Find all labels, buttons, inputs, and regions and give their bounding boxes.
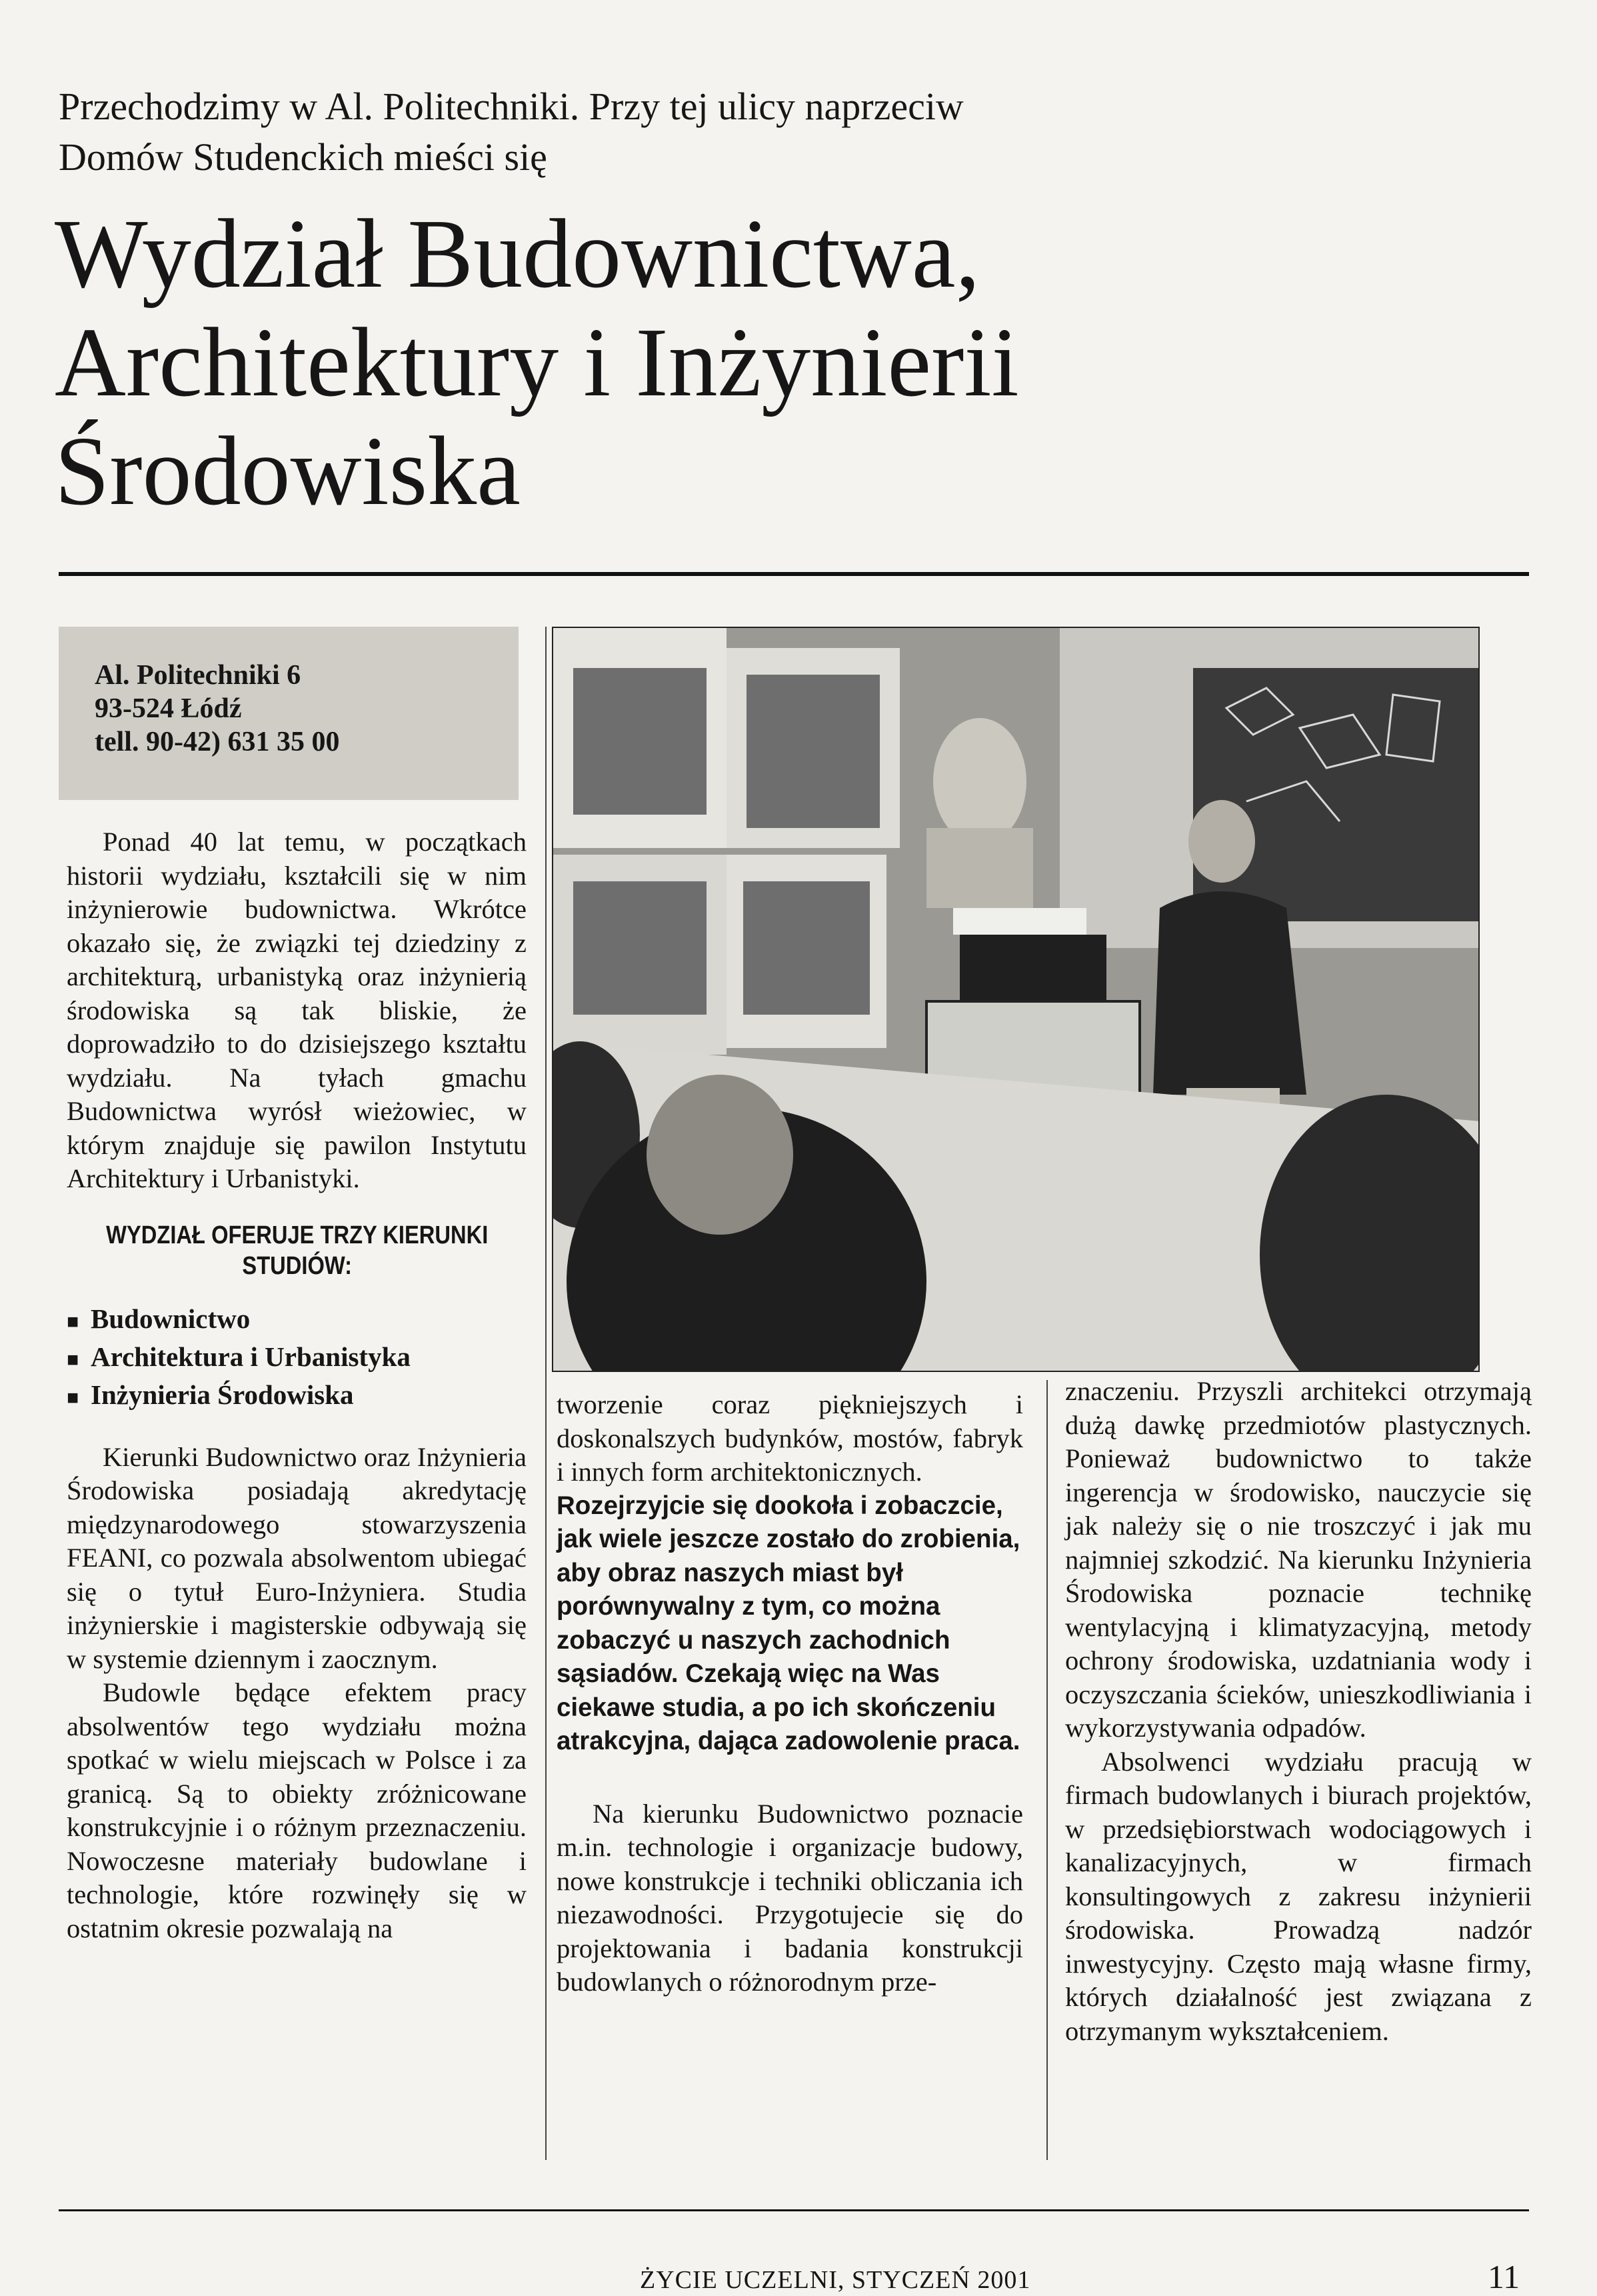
bottom-rule: [59, 2209, 1529, 2211]
address-box: [59, 627, 519, 800]
paragraph-graduates: Absolwenci wydziału pracują w firmach budowlanych i biurach projektów, w przedsiębiorstwach wodociągowych i kanalizacyjnych, w firmach konsultingowych z zakresu inżynierii środowiska. Prowadzą nadzór inwestycyjny. Często mają własne firmy, których działalność jest związana z otrzymanym wykształceniem.: [1065, 1746, 1532, 2046]
paragraph-construction: Na kierunku Budownictwo poznacie m.in. technologie i organizacje budowy, nowe konstrukcje i techniki obliczania ich niezawodności. Przygotujecie się do projektowania i badania konstrukcji budowlanych o różnorodnym prze-: [557, 1798, 1023, 1997]
page-title: [55, 200, 1454, 526]
column-divider-2: [1046, 1380, 1048, 2160]
paragraph-buildings: Budowle będące efektem pracy absolwentów tego wydziału można spotkać w wielu miejscach w Polsce i za granicą. Są to obiekty zróżnicowane konstrukcyjnie i o różnym przeznaczeniu. Nowoczesne materiały budowlane i technologie, które rozwinęły się w ostatnim okresie pozwalają na: [67, 1677, 527, 1943]
paragraph-history: Ponad 40 lat temu, w początkach historii wydziału, kształcili się w nim inżynierowie budownictwa. Wkrótce okazało się, że związki tej dziedziny z architekturą, urbanistyką oraz inżynierią środowiska są tak bliskie, że doprowadziło to do dzisiejszego kształtu wydziału. Na tyłach gmachu Budownictwa wyrósł wieżowiec, w którym znajduje się pawilon Instytutu Architektury i Urbanistyki.: [67, 827, 527, 1193]
direction-item: ■ Architektura i Urbanistyka: [67, 1339, 527, 1377]
title-line-2: Architektury i Inżynierii: [55, 308, 1019, 417]
directions-list: [67, 1301, 527, 1415]
intro-line-1: Przechodzimy w Al. Politechniki. Przy tej ulicy naprzeciw: [59, 85, 964, 128]
column-3: [1065, 1375, 1532, 2048]
paragraph-accreditation: Kierunki Budownictwo oraz Inżynieria Środowiska posiadają akredytację międzynarodowego stowarzyszenia FEANI, co pozwala absolwentom ubiegać się o tytuł Euro-Inżyniera. Studia inżynierskie i magisterskie odbywają się w systemie dziennym i zaocznym.: [67, 1441, 527, 1674]
paragraph-continuation: tworzenie coraz piękniejszych i doskonalszych budynków, mostów, fabryk i innych form architektonicznych.: [557, 1389, 1023, 1487]
intro-text: [59, 81, 1258, 183]
photo-illustration: [553, 628, 1480, 1372]
address-phone: tell. 90-42) 631 35 00: [95, 727, 340, 757]
top-rule: [59, 572, 1529, 576]
title-line-1: Wydział Budownictwa,: [55, 199, 980, 309]
address-city: 93-524 Łódź: [95, 693, 242, 724]
offer-heading: WYDZIAŁ OFERUJE TRZY KIERUNKI STUDIÓW:: [106, 1221, 489, 1280]
column-divider-1: [545, 627, 547, 2160]
direction-item: ■ Inżynieria Środowiska: [67, 1377, 527, 1415]
title-line-3: Środowiska: [55, 417, 521, 526]
paragraph-architecture: znaczeniu. Przyszli architekci otrzymają dużą dawkę przedmiotów plastycznych. Ponieważ budownictwo to także ingerencja w środowisko, nauczycie się jak należy się o nie troszczyć i jak mu najmniej szkodzić. Na kierunku Inżynieria Środowiska poznacie technikę wentylacyjną i klimatyzacyjną, metody ochrony środowiska, uzdatniania wody i oczyszczania ścieków, unieszkodliwiania i wykorzystywania odpadów.: [1065, 1376, 1532, 1743]
footer-text: ŻYCIE UCZELNI, STYCZEŃ 2001: [640, 2266, 1031, 2294]
bold-callout: Rozejrzyjcie się dookoła i zobaczcie, jak wiele jeszcze zostało do zrobienia, aby obraz naszych miast był porównywalny z tym, co można zobaczyć u naszych zachodnich sąsiadów. Czekają więc na Was ciekawe studia, a po ich skończeniu atrakcyjna, dająca zadowolenie praca.: [557, 1491, 1020, 1755]
classroom-photo: [552, 627, 1480, 1372]
column-1: [67, 825, 527, 1945]
intro-line-2: Domów Studenckich mieści się: [59, 135, 547, 179]
column-2: [557, 1388, 1023, 1999]
page-number: 11: [1488, 2258, 1520, 2295]
direction-item: ■ Budownictwo: [67, 1301, 527, 1339]
address-street: Al. Politechniki 6: [95, 660, 301, 691]
